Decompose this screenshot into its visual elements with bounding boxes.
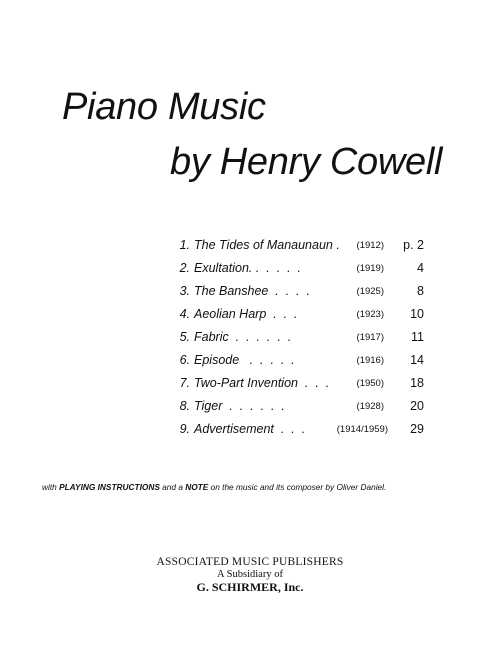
- toc-number: 9.: [179, 422, 190, 436]
- publisher-parent: G. SCHIRMER, Inc.: [196, 580, 304, 594]
- toc-page: 11: [411, 330, 424, 344]
- toc-page: 20: [410, 399, 424, 413]
- toc-number: 3.: [179, 284, 190, 298]
- toc-page: 18: [410, 376, 424, 390]
- toc-entry: [174, 330, 291, 344]
- toc-title: Two-Part Invention: [194, 376, 298, 390]
- toc-leader: .: [332, 238, 340, 252]
- toc-page: 14: [410, 353, 424, 367]
- toc-page: 8: [417, 284, 424, 298]
- toc-year: (1917): [356, 332, 384, 343]
- toc-leader: . . . .: [268, 284, 311, 298]
- note-text: and a: [159, 482, 186, 492]
- toc-entry: [174, 261, 301, 275]
- toc-year: (1928): [356, 401, 384, 412]
- toc-number: 5.: [179, 330, 190, 344]
- toc-year: (1925): [356, 286, 384, 297]
- toc-leader: . . . . . .: [222, 399, 285, 413]
- note-text: on the music and its composer by Oliver Daniel.: [208, 482, 387, 492]
- toc-number: 4.: [179, 307, 190, 321]
- toc-page: 29: [410, 422, 424, 436]
- toc-title: The Tides of Manaunaun: [194, 238, 333, 252]
- publisher-subsidiary: A Subsidiary of: [217, 569, 283, 580]
- toc-entry: [174, 399, 285, 413]
- toc-title: Aeolian Harp: [194, 307, 267, 321]
- toc-leader: . . . . .: [239, 353, 295, 367]
- toc-year: (1923): [356, 309, 384, 320]
- toc-entry: [174, 353, 295, 367]
- toc-year: (1950): [356, 378, 384, 389]
- title-line-1: Piano Music: [62, 86, 266, 128]
- toc-page: 10: [410, 307, 424, 321]
- toc-row: [174, 236, 424, 259]
- toc-title: Episode: [194, 353, 240, 367]
- toc-number: 1.: [179, 238, 190, 252]
- toc-title: Fabric: [194, 330, 229, 344]
- toc-leader: . . . . . .: [228, 330, 292, 344]
- toc-entry: [174, 422, 305, 436]
- toc-number: 7.: [179, 376, 190, 390]
- toc-year: (1916): [356, 355, 384, 366]
- toc-row: [174, 282, 424, 305]
- toc-row: [174, 374, 424, 397]
- table-of-contents: [174, 236, 424, 443]
- note-note-word: NOTE: [185, 482, 209, 492]
- toc-title: Advertisement: [194, 422, 274, 436]
- instructions-note: [42, 482, 462, 492]
- toc-row: [174, 259, 424, 282]
- toc-leader: . . .: [273, 422, 306, 436]
- toc-row: [174, 305, 424, 328]
- toc-number: 2.: [179, 261, 190, 275]
- toc-row: [174, 420, 424, 443]
- toc-entry: [174, 376, 329, 390]
- note-playing-instructions: PLAYING INSTRUCTIONS: [59, 482, 160, 492]
- toc-title: The Banshee: [194, 284, 269, 298]
- note-text: with: [42, 482, 60, 492]
- toc-row: [174, 397, 424, 420]
- toc-page: p. 2: [403, 238, 424, 252]
- toc-leader: . . .: [266, 307, 298, 321]
- toc-title: Tiger: [194, 399, 223, 413]
- toc-leader: . . . . . .: [248, 261, 301, 275]
- toc-entry: [174, 284, 310, 298]
- toc-number: 8.: [179, 399, 190, 413]
- toc-number: 6.: [179, 353, 190, 367]
- toc-year: (1912): [356, 240, 384, 251]
- toc-year: (1919): [356, 263, 384, 274]
- toc-year: (1914/1959): [336, 424, 388, 435]
- toc-row: [174, 328, 424, 351]
- toc-title: Exultation: [194, 261, 249, 275]
- toc-page: 4: [417, 261, 424, 275]
- publisher-name: ASSOCIATED MUSIC PUBLISHERS: [156, 556, 344, 568]
- toc-row: [174, 351, 424, 374]
- toc-entry: [174, 307, 298, 321]
- toc-leader: . . .: [297, 376, 330, 390]
- title-line-2: by Henry Cowell: [170, 141, 443, 183]
- toc-entry: [174, 238, 340, 252]
